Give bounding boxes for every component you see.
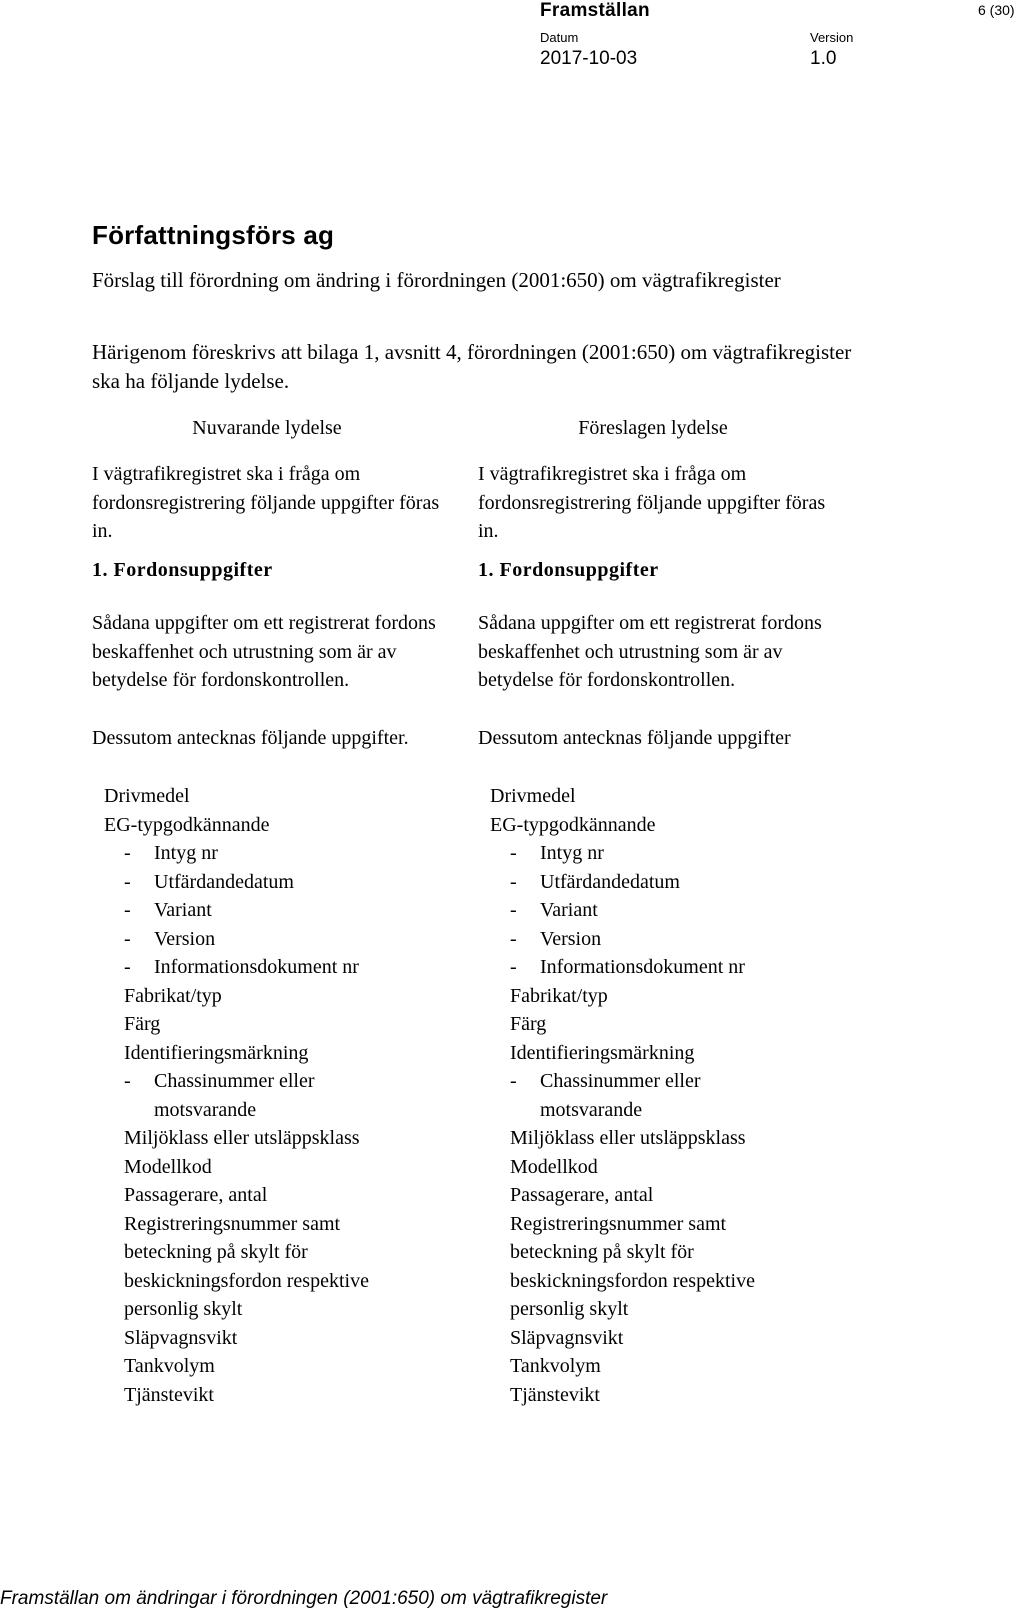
list-item: Fabrikat/typ: [124, 984, 222, 1007]
list-item-text: Chassinummer eller: [540, 1070, 701, 1092]
list-item-text: motsvarande: [540, 1098, 643, 1121]
dash: -: [124, 1070, 131, 1092]
list-item-text: Variant: [540, 899, 598, 921]
dash: -: [124, 927, 131, 950]
section-heading: 1. Fordonsuppgifter: [92, 559, 273, 581]
proposed-wording-column: [478, 414, 848, 1406]
list-item: [490, 868, 830, 897]
dash: -: [124, 899, 131, 921]
list-item: Modellkod: [510, 1155, 598, 1178]
section-heading: 1. Fordonsuppgifter: [478, 559, 659, 581]
list-item: beteckning på skylt för: [510, 1241, 694, 1263]
dash: -: [510, 842, 517, 864]
section-description: Sådana uppgifter om ett registrerat fordons beskaffenhet och utrustning som är av betydelse för fordonskontrollen.: [92, 612, 436, 691]
page-footer: Framställan om ändringar i förordningen (2001:650) om vägtrafikregister: [0, 1588, 608, 1609]
dash: -: [510, 870, 517, 893]
list-item: Tankvolym: [124, 1355, 215, 1377]
list-item: Drivmedel: [490, 785, 576, 807]
list-item: [104, 896, 444, 925]
list-item: [490, 896, 830, 925]
list-item: [490, 839, 830, 868]
list-item: [104, 1067, 444, 1096]
list-item-text: Utfärdandedatum: [154, 870, 294, 893]
list-item: [104, 839, 444, 868]
version-label: Version: [810, 30, 854, 45]
dash: -: [510, 927, 517, 950]
list-item-text: Version: [540, 927, 602, 950]
list-item: Passagerare, antal: [510, 1184, 654, 1206]
list-item-text: motsvarande: [154, 1098, 257, 1121]
list-item: Tjänstevikt: [510, 1383, 600, 1406]
column-heading: Nuvarande lydelse: [192, 417, 342, 439]
data-list: [104, 782, 444, 1409]
dash: -: [124, 870, 131, 893]
list-item: Identifieringsmärkning: [510, 1041, 695, 1064]
list-item: [490, 1067, 830, 1096]
dash: -: [124, 842, 131, 864]
proposal-paragraph: Förslag till förordning om ändring i förordningen (2001:650) om vägtrafikregister: [92, 268, 781, 292]
list-item: Miljöklass eller utsläppsklass: [124, 1127, 360, 1149]
column-intro: I vägtrafikregistret ska i fråga om fordonsregistrering följande uppgifter föras in.: [92, 463, 440, 542]
list-item: beskickningsfordon respektive: [510, 1269, 755, 1292]
list-item: Registreringsnummer samt: [124, 1212, 341, 1235]
column-intro: I vägtrafikregistret ska i fråga om fordonsregistrering följande uppgifter föras in.: [478, 463, 826, 542]
enactment-paragraph: Härigenom föreskrivs att bilaga 1, avsnitt 4, förordningen (2001:650) om vägtrafikregister ska ha följande lydelse.: [92, 340, 852, 393]
version-value: 1.0: [810, 48, 837, 69]
list-item: Färg: [510, 1013, 547, 1035]
dash: -: [510, 1070, 517, 1092]
section-description: Sådana uppgifter om ett registrerat fordons beskaffenhet och utrustning som är av betydelse för fordonskontrollen.: [478, 612, 822, 691]
list-item-text: Intyg nr: [154, 842, 218, 864]
list-item-text: Utfärdandedatum: [540, 870, 680, 893]
list-item: [104, 953, 444, 982]
date-value: 2017-10-03: [540, 48, 638, 69]
list-item: Miljöklass eller utsläppsklass: [510, 1127, 746, 1149]
page-number: 6 (30): [978, 2, 1015, 18]
list-item-text: Chassinummer eller: [154, 1070, 315, 1092]
list-item: Släpvagnsvikt: [124, 1326, 238, 1349]
list-item: [104, 925, 444, 954]
header-title: Framställan: [540, 0, 650, 21]
data-list: [490, 782, 830, 1409]
additional-note: Dessutom antecknas följande uppgifter: [478, 727, 791, 749]
list-item: beteckning på skylt för: [124, 1241, 308, 1263]
list-item: Passagerare, antal: [124, 1184, 268, 1206]
list-item: Fabrikat/typ: [510, 984, 608, 1007]
list-item: [104, 1096, 444, 1125]
dash: -: [510, 956, 517, 978]
dash: -: [510, 899, 517, 921]
list-item: [490, 953, 830, 982]
list-item: Släpvagnsvikt: [510, 1326, 624, 1349]
list-item: personlig skylt: [124, 1298, 243, 1320]
list-item: EG-typgodkännande: [490, 813, 656, 836]
list-item: Färg: [124, 1013, 161, 1035]
dash: -: [124, 956, 131, 978]
list-item: Tjänstevikt: [124, 1383, 214, 1406]
list-item: Modellkod: [124, 1155, 212, 1178]
list-item-text: Informationsdokument nr: [540, 956, 745, 978]
list-item: [104, 868, 444, 897]
column-heading: Föreslagen lydelse: [578, 417, 728, 439]
list-item: [490, 925, 830, 954]
document-heading: Författningsförs ag: [92, 220, 335, 250]
list-item: Tankvolym: [510, 1355, 601, 1377]
list-item: Identifieringsmärkning: [124, 1041, 309, 1064]
date-label: Datum: [540, 30, 579, 45]
list-item: Registreringsnummer samt: [510, 1212, 727, 1235]
list-item-text: Version: [154, 927, 216, 950]
list-item: EG-typgodkännande: [104, 813, 270, 836]
list-item: beskickningsfordon respektive: [124, 1269, 369, 1292]
additional-note: Dessutom antecknas följande uppgifter.: [92, 727, 409, 749]
list-item-text: Intyg nr: [540, 842, 604, 864]
list-item-text: Informationsdokument nr: [154, 956, 359, 978]
list-item-text: Variant: [154, 899, 212, 921]
list-item: [490, 1096, 830, 1125]
list-item: personlig skylt: [510, 1298, 629, 1320]
current-wording-column: [92, 414, 462, 1406]
list-item: Drivmedel: [104, 785, 190, 807]
